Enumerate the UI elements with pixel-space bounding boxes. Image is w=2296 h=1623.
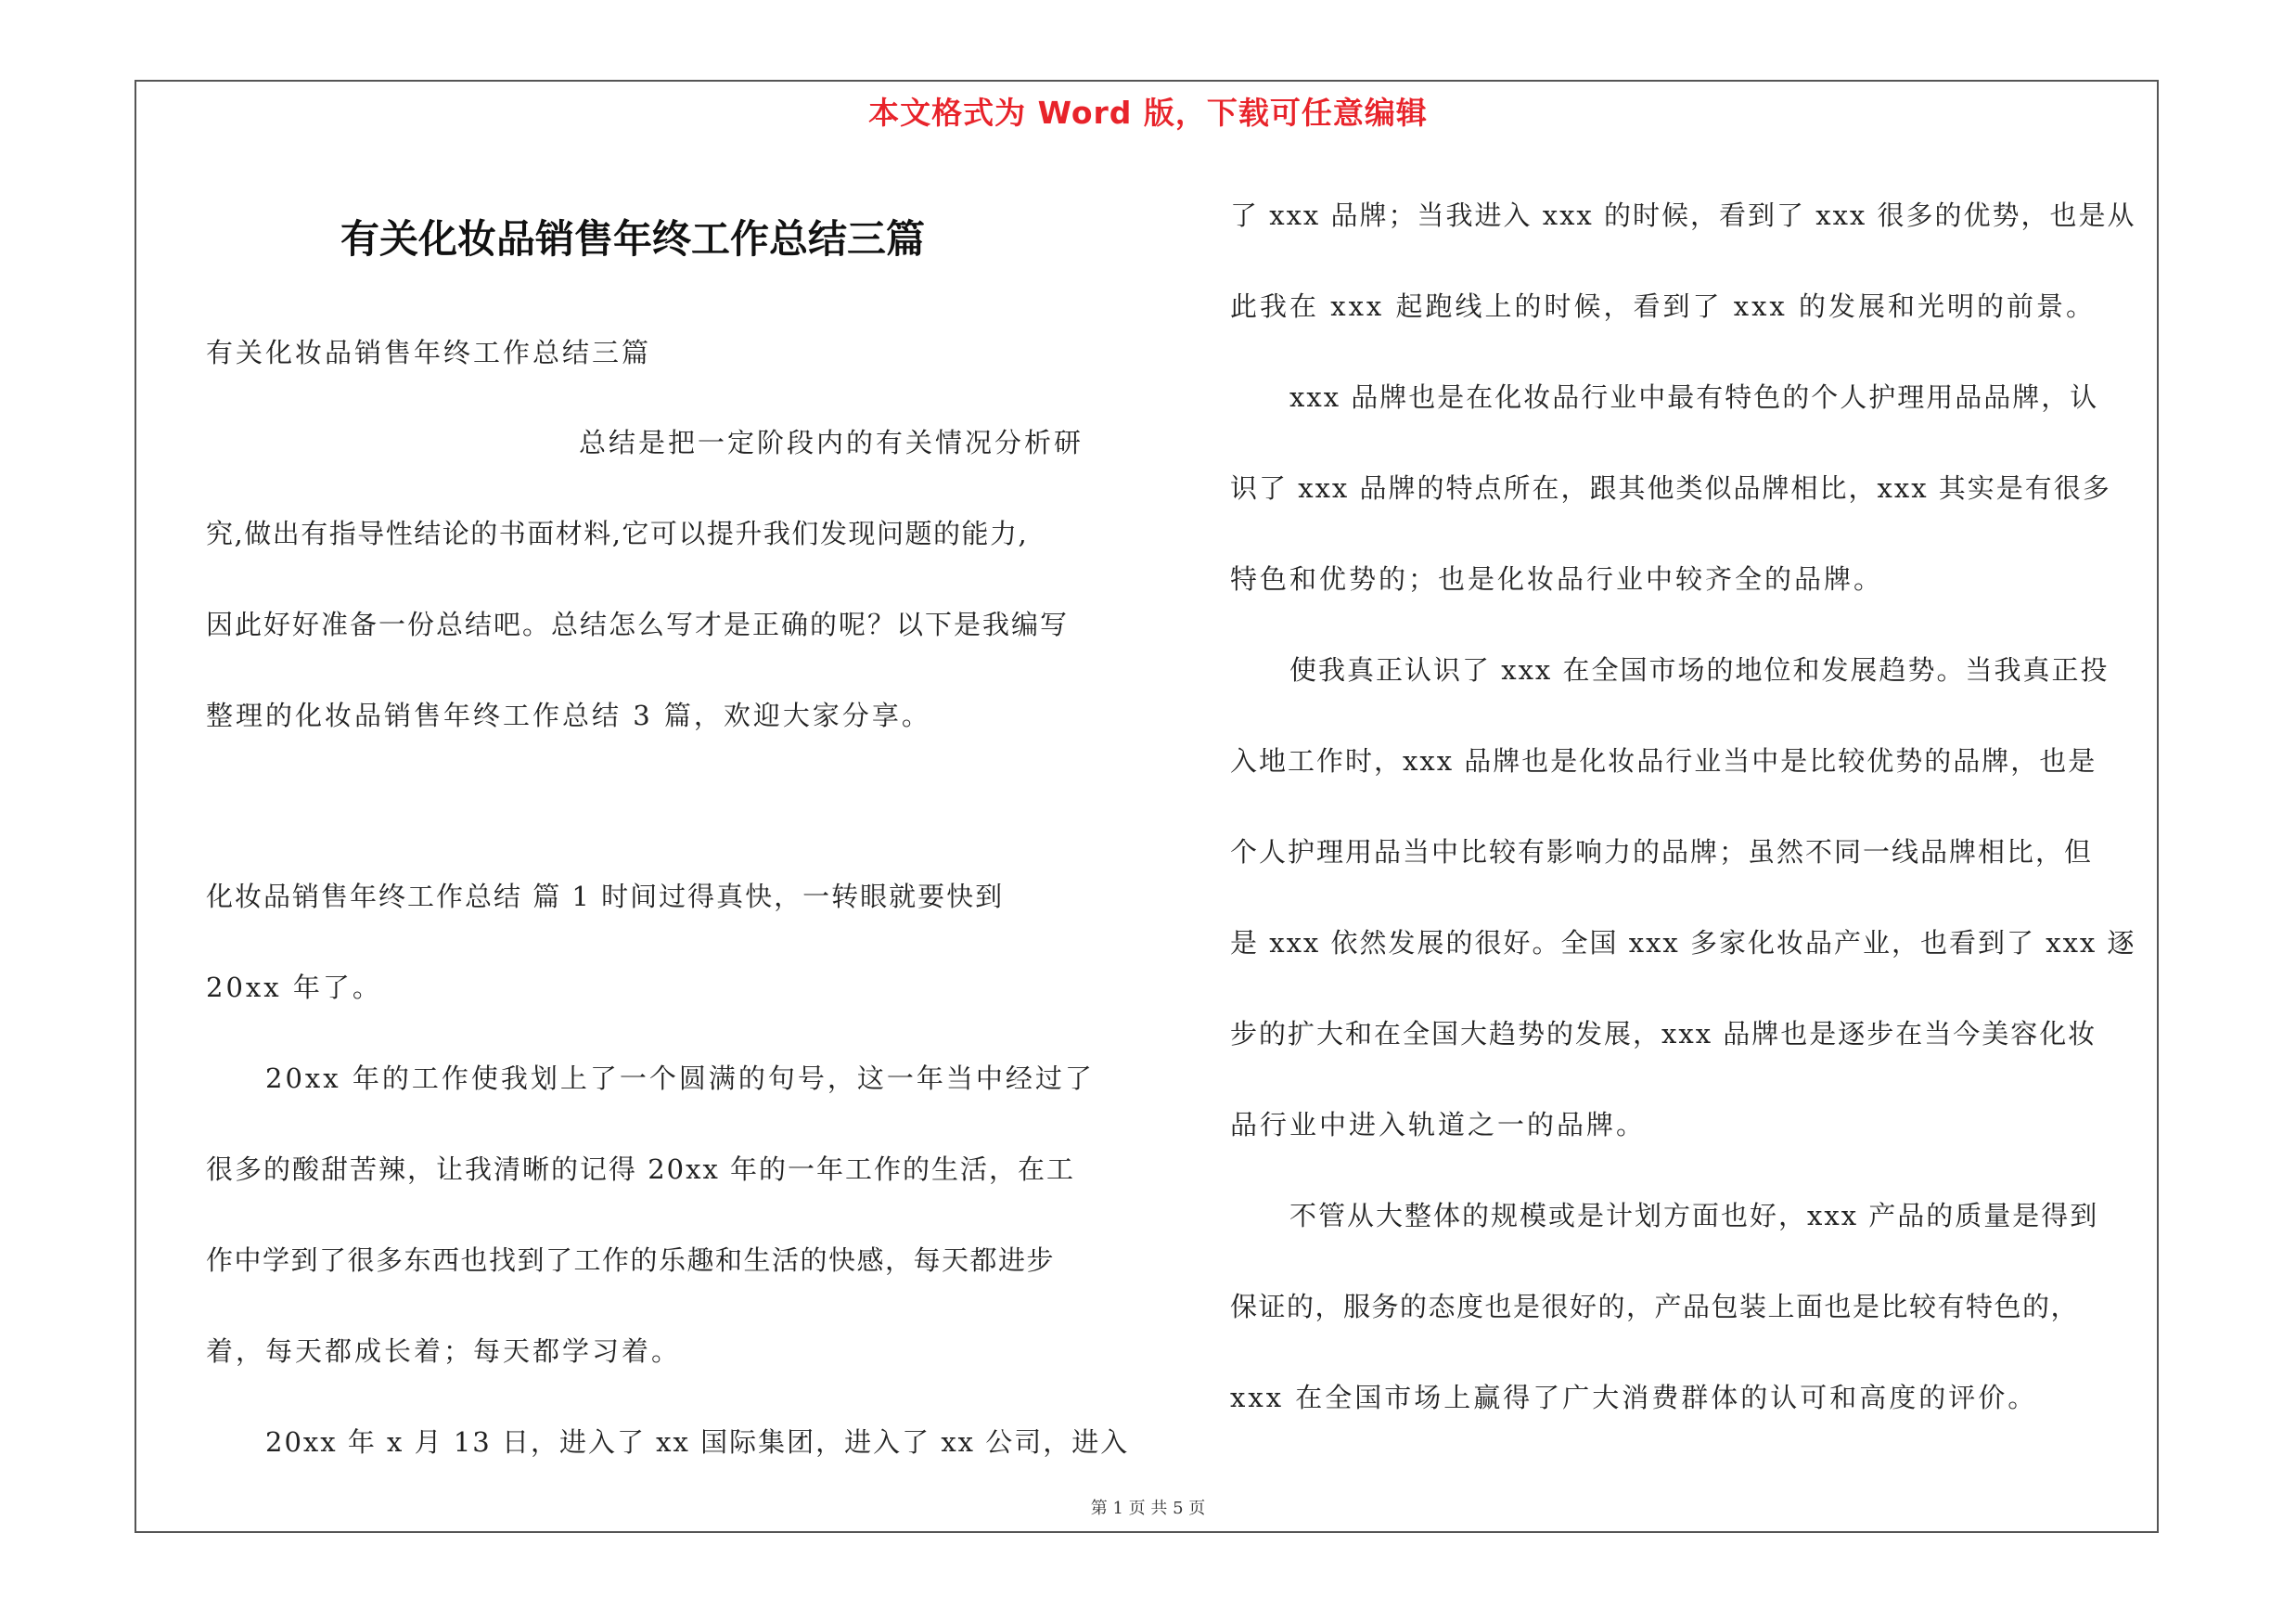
paragraph-line: 个人护理用品当中比较有影响力的品牌；虽然不同一线品牌相比，但: [1230, 836, 2094, 868]
paragraph-line: 使我真正认识了 xxx 在全国市场的地位和发展趋势。当我真正投: [1289, 654, 2110, 686]
paragraph-line: 不管从大整体的规模或是计划方面也好，xxx 产品的质量是得到: [1289, 1200, 2099, 1231]
paragraph-line: 识了 xxx 品牌的特点所在，跟其他类似品牌相比，xxx 其实是有很多: [1230, 472, 2111, 504]
paragraph-line: 品行业中进入轨道之一的品牌。: [1230, 1109, 1647, 1140]
page-number-footer: 第 1 页 共 5 页: [1090, 1499, 1206, 1518]
paragraph-line: 着，每天都成长着；每天都学习着。: [206, 1335, 682, 1367]
paragraph-line: xxx 在全国市场上赢得了广大消费群体的认可和高度的评价。: [1230, 1382, 2038, 1413]
paragraph-line: 究,做出有指导性结论的书面材料,它可以提升我们发现问题的能力,: [206, 518, 1029, 549]
section-heading-line: 化妆品销售年终工作总结 篇 1 时间过得真快，一转眼就要快到: [206, 881, 1005, 912]
paragraph-line: 总结是把一定阶段内的有关情况分析研: [579, 427, 1084, 458]
paragraph-line: 20xx 年 x 月 13 日，进入了 xx 国际集团，进入了 xx 公司，进入: [265, 1426, 1130, 1458]
paragraph-line: 有关化妆品销售年终工作总结三篇: [206, 337, 652, 368]
paragraph-line: 保证的，服务的态度也是很好的，产品包装上面也是比较有特色的，: [1230, 1291, 2080, 1322]
paragraph-line: 20xx 年了。: [206, 972, 382, 1003]
paragraph-line: xxx 品牌也是在化妆品行业中最有特色的个人护理用品品牌，认: [1289, 381, 2099, 413]
paragraph-line: 了 xxx 品牌；当我进入 xxx 的时候，看到了 xxx 很多的优势，也是从: [1230, 200, 2136, 231]
document-title: 有关化妆品销售年终工作总结三篇: [340, 216, 925, 262]
paragraph-line: 此我在 xxx 起跑线上的时候，看到了 xxx 的发展和光明的前景。: [1230, 290, 2097, 322]
paragraph-line: 步的扩大和在全国大趋势的发展，xxx 品牌也是逐步在当今美容化妆: [1230, 1018, 2097, 1050]
paragraph-line: 很多的酸甜苦辣，让我清晰的记得 20xx 年的一年工作的生活，在工: [206, 1153, 1076, 1185]
paragraph-line: 20xx 年的工作使我划上了一个圆满的句号，这一年当中经过了: [265, 1063, 1095, 1094]
paragraph-line: 整理的化妆品销售年终工作总结 3 篇，欢迎大家分享。: [206, 700, 931, 731]
paragraph-line: 是 xxx 依然发展的很好。全国 xxx 多家化妆品产业，也看到了 xxx 逐: [1230, 927, 2136, 959]
paragraph-line: 入地工作时，xxx 品牌也是化妆品行业当中是比较优势的品牌，也是: [1230, 745, 2097, 777]
paragraph-line: 特色和优势的；也是化妆品行业中较齐全的品牌。: [1230, 563, 1884, 595]
paragraph-line: 因此好好准备一份总结吧。总结怎么写才是正确的呢？以下是我编写: [206, 609, 1070, 640]
format-notice-banner: 本文格式为 Word 版，下载可任意编辑: [868, 95, 1428, 131]
paragraph-line: 作中学到了很多东西也找到了工作的乐趣和生活的快感，每天都进步: [206, 1244, 1056, 1276]
